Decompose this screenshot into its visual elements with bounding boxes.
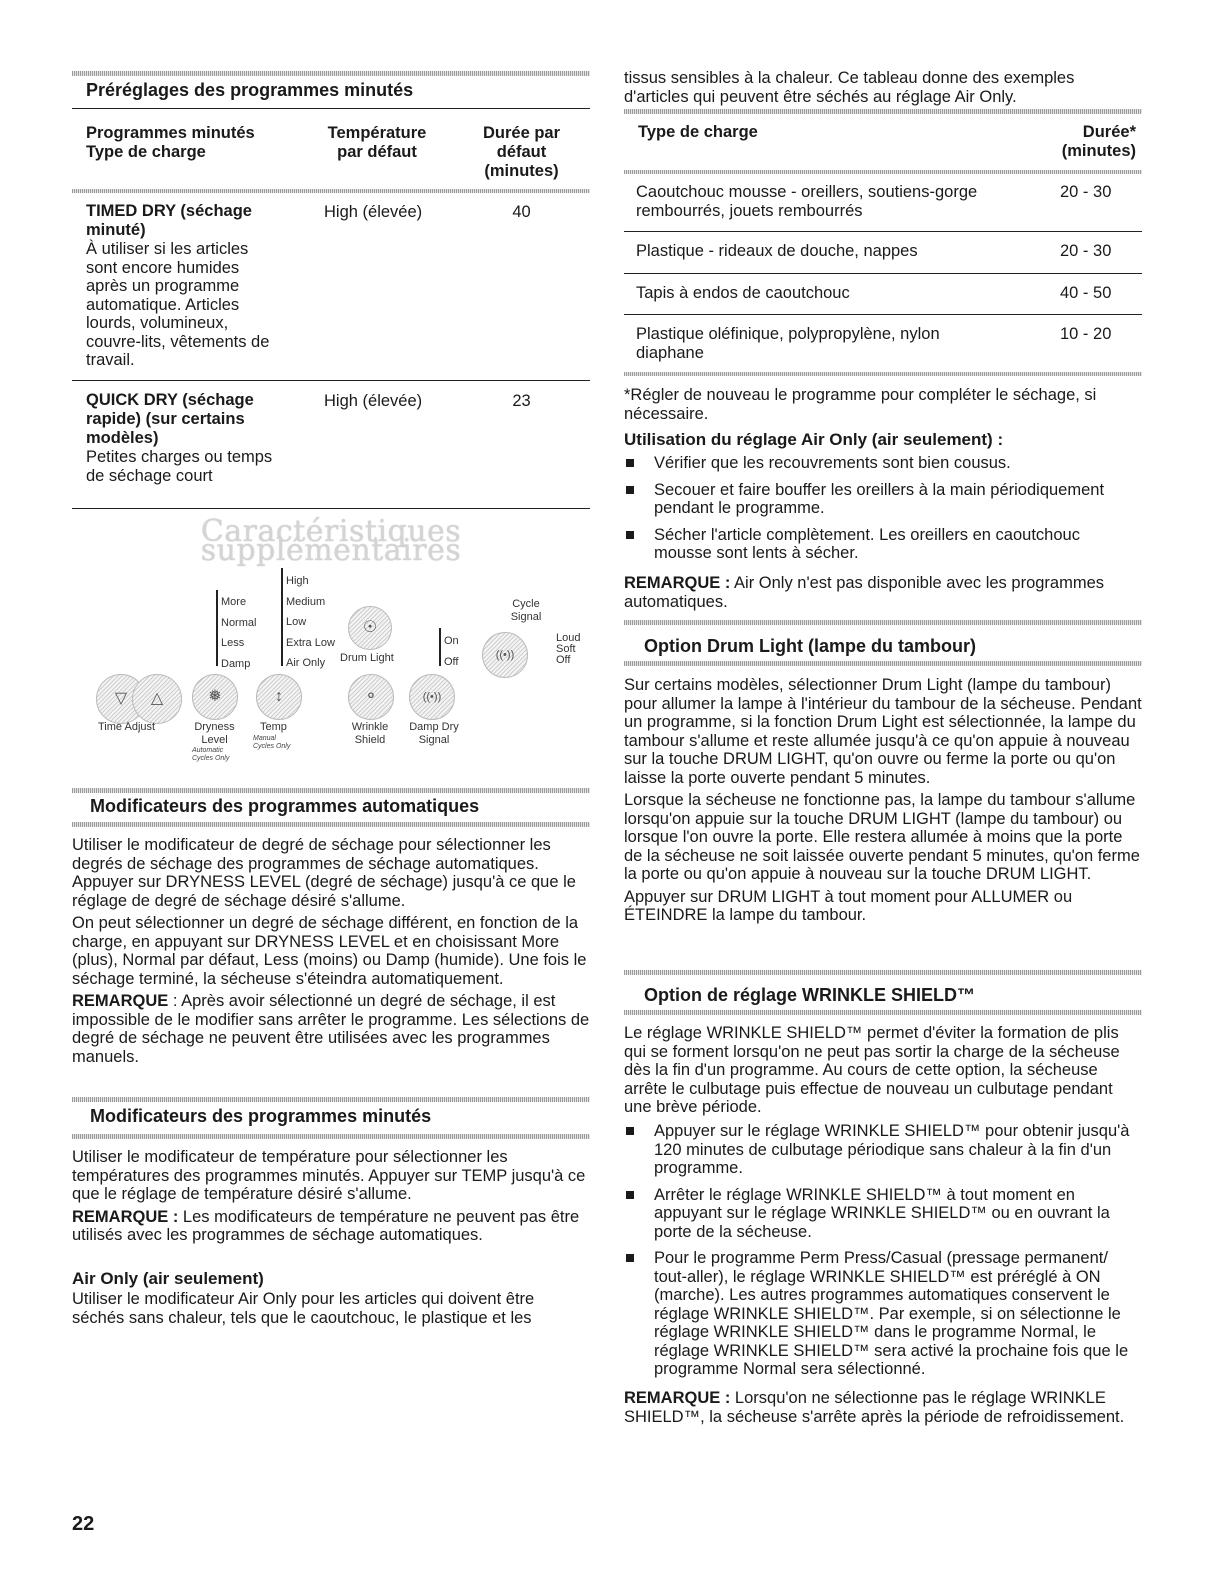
divider: [72, 788, 590, 793]
divider: [624, 109, 1142, 114]
note-text: Lorsqu'on ne sélectionne pas le réglage WRINKLE SHIELD™, la sécheuse s'arrête après la période de refroidissement.: [624, 1389, 1125, 1426]
divider: [624, 620, 1142, 625]
dryness-level-button[interactable]: [192, 674, 238, 720]
note: [624, 1389, 1142, 1426]
row-temp: High (élevée): [324, 392, 423, 410]
divider: [72, 1097, 590, 1102]
list-item: Sécher l'article complètement. Les oreillers en caoutchouc mousse sont lents à sécher.: [624, 526, 1142, 563]
triangle-up-icon: △: [150, 689, 164, 707]
row-program-desc: Petites charges ou temps de séchage court: [86, 448, 273, 485]
divider: [72, 189, 590, 193]
drum-body: [624, 676, 1142, 925]
auto-mod-body: [72, 836, 590, 1066]
table1-header-program: Programmes minutés Type de charge: [86, 124, 255, 161]
row-program-desc: À utiliser si les articles sont encore humides après un programme automatique. Articles lourds, volumineux, couvre-lits, vêtements de travail.: [86, 240, 270, 369]
paragraph: Le réglage WRINKLE SHIELD™ permet d'éviter la formation de plis qui se forment lorsqu'on ne peut pas sortir la charge de la sécheuse dès la fin d'un programme. Au cours de cette option, la sécheuse arrête le culbutage puis effectue de nouveau un culbutage pendant une brève période.: [624, 1024, 1120, 1116]
table2-time: 20 - 30: [1060, 183, 1112, 201]
note: [72, 992, 590, 1066]
wrinkle-title: Option de réglage WRINKLE SHIELD™: [644, 985, 976, 1005]
usage-title: Utilisation du réglage Air Only (air seulement) :: [624, 430, 1004, 449]
table1-header-temp: Température par défaut: [327, 124, 427, 161]
list-item: Arrêter le réglage WRINKLE SHIELD™ à tout moment en appuyant sur le réglage WRINKLE SHIELD™ ou en ouvrant la porte de la sécheuse.: [624, 1186, 1142, 1242]
table1-header-duration: Durée par défaut (minutes): [482, 124, 561, 180]
divider: [72, 1134, 590, 1139]
paragraph: On peut sélectionner un degré de séchage différent, en fonction de la charge, en appuyant sur DRYNESS LEVEL et en choisissant More (plus), Normal par défaut, Less (moins) ou Damp (humide). Une fois le séchage terminé, la sécheuse s'éteindra automatiquement.: [72, 914, 587, 988]
drum-light-label: Drum Light: [340, 652, 394, 664]
paragraph: Utiliser le modificateur Air Only pour les articles qui doivent être séchés sans chaleur, tels que le caoutchouc, le plastique et les: [72, 1290, 535, 1327]
temp-option: Low: [286, 616, 307, 628]
note-text: Air Only n'est pas disponible avec les programmes automatiques.: [624, 574, 1105, 611]
triangle-down-icon: ▽: [114, 689, 128, 707]
paragraph: Sur certains modèles, sélectionner Drum Light (lampe du tambour) pour allumer la lampe à l'intérieur du tambour de la sécheuse. Pendant un programme, si la fonction Drum Light est sélectionnée, la lampe du tambour s'allume et reste allumée jusqu'à ce qu'on appuie à nouveau sur la touche DRUM LIGHT, qu'on ouvre ou ferme la porte ou qu'on laisse la porte ouverte pendant 5 minutes.: [624, 676, 1142, 787]
divider: [624, 1010, 1142, 1015]
temp-option: High: [286, 575, 309, 587]
divider: [624, 970, 1142, 975]
shirt-shield-icon: ⚬: [364, 687, 378, 705]
divider: [72, 108, 590, 109]
dryness-option: Damp: [221, 657, 251, 670]
bracket: [216, 590, 218, 666]
cycle-signal-button[interactable]: [482, 632, 528, 678]
shirt-icon: ❅: [208, 687, 222, 705]
divider: [72, 822, 590, 827]
temp-level-list: [286, 571, 335, 674]
note-text: Les modificateurs de température ne peuvent pas être utilisés avec les programmes de séchage automatiques.: [72, 1207, 580, 1244]
row-duration: 40: [512, 203, 531, 221]
paragraph: Utiliser le modificateur de degré de séchage pour sélectionner les degrés de séchage des programmes de séchage automatiques. Appuyer sur DRYNESS LEVEL (degré de séchage) jusqu'à ce que le réglage de degré de séchage désiré s'allume.: [72, 836, 576, 910]
table2-time: 10 - 20: [1060, 325, 1112, 343]
bracket: [281, 568, 283, 666]
timed-mod-title: Modificateurs des programmes minutés: [90, 1106, 432, 1126]
table2-time: 40 - 50: [1060, 284, 1112, 302]
air-only-title: Air Only (air seulement): [72, 1269, 264, 1288]
auto-mod-title: Modificateurs des programmes automatiques: [90, 796, 480, 816]
table1-title: Préréglages des programmes minutés: [86, 80, 414, 100]
divider: [624, 231, 1142, 232]
wrinkle-shield-label: Wrinkle Shield: [351, 721, 389, 746]
divider: [72, 71, 590, 76]
table2-header-duration: Durée* (minutes): [1061, 123, 1136, 160]
dryness-level-note: Automatic Cycles Only: [192, 747, 230, 762]
damp-dry-signal-button[interactable]: [409, 674, 455, 720]
note-label: REMARQUE: [72, 992, 169, 1010]
onoff-list: [444, 631, 459, 672]
signal-level-list: [556, 633, 580, 666]
temp-option: Air Only: [286, 657, 326, 669]
lightbulb-icon: ☉: [362, 618, 378, 636]
drum-light-button[interactable]: [348, 606, 392, 650]
dryness-level-list: [221, 592, 256, 674]
divider: [624, 372, 1142, 376]
list-item: Vérifier que les recouvrements sont bien cousus.: [624, 454, 1142, 473]
table2-load: Tapis à endos de caoutchouc: [636, 284, 850, 302]
temp-button[interactable]: [256, 674, 302, 720]
timed-mod-body: [72, 1148, 590, 1245]
divider: [624, 170, 1142, 174]
onoff-option: On: [444, 635, 459, 647]
wrinkle-shield-button[interactable]: [348, 674, 394, 720]
page-number: 22: [72, 1513, 95, 1535]
signal-option: Off: [556, 654, 571, 666]
table2-load: Plastique - rideaux de douche, nappes: [636, 242, 918, 260]
cycle-signal-label: Cycle Signal: [510, 598, 542, 623]
divider: [72, 380, 590, 381]
divider: [624, 661, 1142, 666]
list-item: Pour le programme Perm Press/Casual (pressage permanent/ tout-aller), le réglage WRINKLE SHIELD™ est préréglé à ON (marche). Les autres programmes automatiques conservent le réglage WRINKLE SHIELD™. Par exemple, si on sélectionne le réglage WRINKLE SHIELD™ dans le programme Normal, le réglage WRINKLE SHIELD™ sera activé la prochaine fois que le programme Normal sera sélectionné.: [624, 1249, 1142, 1379]
dryness-option: Less: [221, 637, 245, 649]
drum-title: Option Drum Light (lampe du tambour): [644, 636, 976, 656]
temp-option: Medium: [286, 595, 326, 608]
signal-option: Soft: [556, 643, 576, 655]
note: [72, 1208, 590, 1245]
signal-option: Loud: [556, 632, 581, 644]
table-row: [86, 391, 316, 485]
row-temp: High (élevée): [324, 203, 423, 221]
intro-paragraph: tissus sensibles à la chaleur. Ce tableau donne des exemples d'articles qui peuvent être séchés au réglage Air Only.: [624, 69, 1075, 106]
temp-note: Manual Cycles Only: [253, 735, 291, 750]
table2-load: Plastique oléfinique, polypropylène, nylon diaphane: [636, 325, 940, 362]
note-label: REMARQUE :: [624, 1389, 731, 1407]
panel-title: Caractéristiques supplémentaires: [200, 514, 462, 568]
paragraph: Lorsque la sécheuse ne fonctionne pas, la lampe du tambour s'allume lorsqu'on appuie sur la touche DRUM LIGHT (lampe du tambour) ou lorsque l'on ouvre la porte. Elle restera allumée à moins que la porte de la sécheuse ne soit laissée ouverte pendant 5 minutes, qu'on ferme la porte ou qu'on appuie à nouveau sur la touche DRUM LIGHT.: [624, 791, 1140, 883]
list-item: Secouer et faire bouffer les oreillers à la main périodiquement pendant le programme.: [624, 481, 1142, 518]
thermometer-icon: ↕: [275, 687, 283, 705]
dryness-option: More: [221, 596, 247, 608]
divider: [624, 314, 1142, 315]
damp-dry-signal-label: Damp Dry Signal: [409, 721, 459, 746]
onoff-option: Off: [444, 655, 459, 668]
list-item: Appuyer sur le réglage WRINKLE SHIELD™ pour obtenir jusqu'à 120 minutes de culbutage périodique sans chaleur à la fin d'un programme.: [624, 1122, 1142, 1178]
table2-load: Caoutchouc mousse - oreillers, soutiens-gorge rembourrés, jouets rembourrés: [636, 183, 978, 220]
paragraph: Utiliser le modificateur de température pour sélectionner les températures des programmes minutés. Appuyer sur TEMP jusqu'à ce que le réglage de température désiré s'allume.: [72, 1148, 586, 1203]
divider: [624, 273, 1142, 274]
time-adjust-label: Time Adjust: [98, 721, 156, 733]
note-label: REMARQUE :: [72, 1207, 179, 1226]
temp-label: Temp: [260, 721, 287, 733]
note: [624, 574, 1142, 611]
temp-option: Extra Low: [286, 636, 335, 649]
note-label: REMARQUE :: [624, 574, 731, 592]
table-row: [86, 202, 316, 370]
dryness-option: Normal: [221, 616, 257, 629]
footnote: *Régler de nouveau le programme pour compléter le séchage, si nécessaire.: [624, 386, 1097, 423]
note-text: : Après avoir sélectionné un degré de séchage, il est impossible de le modifier sans arrêter le programme. Les sélections de degré de séchage ne peuvent être utilisées avec les programmes manuels.: [72, 992, 590, 1066]
bracket: [439, 628, 441, 666]
sound-icon: ((•)): [495, 648, 515, 661]
dryness-level-label: Dryness Level: [194, 721, 235, 746]
paragraph: Appuyer sur DRUM LIGHT à tout moment pour ALLUMER ou ÉTEINDRE la lampe du tambour.: [624, 887, 1073, 924]
row-program-name: QUICK DRY (séchage rapide) (sur certains modèles): [86, 391, 254, 447]
sound-icon: ((•)): [422, 690, 442, 703]
row-duration: 23: [512, 392, 531, 410]
time-adjust-up-button[interactable]: [132, 674, 182, 724]
divider: [72, 508, 590, 509]
usage-list: [624, 454, 1142, 571]
table2-time: 20 - 30: [1060, 242, 1112, 260]
wrinkle-list: [624, 1122, 1142, 1387]
row-program-name: TIMED DRY (séchage minuté): [86, 202, 252, 239]
table2-header-load: Type de charge: [638, 123, 758, 141]
